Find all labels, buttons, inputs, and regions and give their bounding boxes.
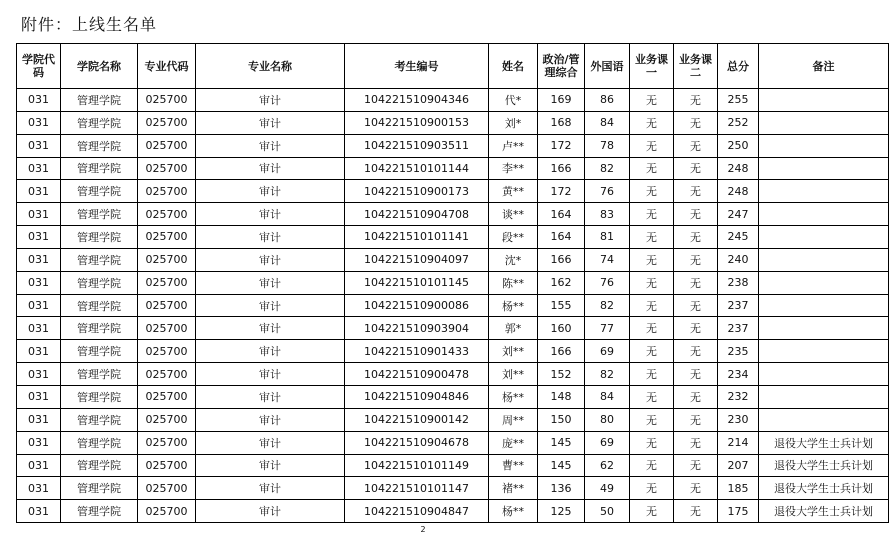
subject-two-cell: 无: [674, 89, 718, 112]
major-name-cell: 审计: [196, 363, 345, 386]
candidate-id-cell: 104221510900173: [345, 180, 489, 203]
subject-two-cell: 无: [674, 454, 718, 477]
candidate-id-cell: 104221510900086: [345, 294, 489, 317]
candidate-id-cell: 104221510903511: [345, 134, 489, 157]
candidate-id-cell: 104221510904678: [345, 431, 489, 454]
foreign-language-cell: 69: [585, 340, 630, 363]
name-cell: 杨**: [489, 500, 538, 523]
subject-two-cell: 无: [674, 134, 718, 157]
document-title: 附件：上线生名单: [21, 15, 158, 34]
major-code-cell: 025700: [138, 180, 196, 203]
major-code-cell: 025700: [138, 226, 196, 249]
major-name-cell: 审计: [196, 134, 345, 157]
table-row: [17, 180, 889, 203]
college-name-cell: 管理学院: [61, 408, 138, 431]
subject-one-cell: 无: [630, 385, 674, 408]
politics-score-cell: 166: [538, 340, 585, 363]
foreign-language-cell: 80: [585, 408, 630, 431]
header-foreign-language: 外国语: [585, 44, 630, 89]
major-name-cell: 审计: [196, 500, 345, 523]
header-subject-two: 业务课二: [674, 44, 718, 89]
subject-two-cell: 无: [674, 180, 718, 203]
total-score-cell: 234: [718, 363, 759, 386]
subject-one-cell: 无: [630, 431, 674, 454]
foreign-language-cell: 50: [585, 500, 630, 523]
major-name-cell: 审计: [196, 385, 345, 408]
foreign-language-cell: 83: [585, 203, 630, 226]
politics-score-cell: 162: [538, 271, 585, 294]
header-major-code: 专业代码: [138, 44, 196, 89]
politics-score-cell: 145: [538, 431, 585, 454]
subject-two-cell: 无: [674, 294, 718, 317]
subject-one-cell: 无: [630, 111, 674, 134]
subject-one-cell: 无: [630, 271, 674, 294]
foreign-language-cell: 84: [585, 111, 630, 134]
subject-two-cell: 无: [674, 203, 718, 226]
foreign-language-cell: 77: [585, 317, 630, 340]
major-name-cell: 审计: [196, 203, 345, 226]
candidate-id-cell: 104221510904346: [345, 89, 489, 112]
admission-list-table: [16, 43, 889, 523]
college-name-cell: 管理学院: [61, 500, 138, 523]
college-name-cell: 管理学院: [61, 111, 138, 134]
major-code-cell: 025700: [138, 203, 196, 226]
foreign-language-cell: 81: [585, 226, 630, 249]
table-row: [17, 89, 889, 112]
subject-one-cell: 无: [630, 157, 674, 180]
foreign-language-cell: 82: [585, 157, 630, 180]
total-score-cell: 237: [718, 317, 759, 340]
college-code-cell: 031: [17, 157, 61, 180]
remark-cell: [759, 385, 889, 408]
college-code-cell: 031: [17, 226, 61, 249]
remark-cell: [759, 294, 889, 317]
remark-cell: [759, 157, 889, 180]
header-subject-one: 业务课一: [630, 44, 674, 89]
college-name-cell: 管理学院: [61, 89, 138, 112]
total-score-cell: 232: [718, 385, 759, 408]
name-cell: 刘*: [489, 111, 538, 134]
table-body: [17, 89, 889, 523]
remark-cell: [759, 408, 889, 431]
candidate-id-cell: 104221510904847: [345, 500, 489, 523]
college-code-cell: 031: [17, 317, 61, 340]
total-score-cell: 248: [718, 180, 759, 203]
subject-one-cell: 无: [630, 340, 674, 363]
major-name-cell: 审计: [196, 431, 345, 454]
header-college-name: 学院名称: [61, 44, 138, 89]
major-code-cell: 025700: [138, 500, 196, 523]
major-name-cell: 审计: [196, 271, 345, 294]
table-row: [17, 226, 889, 249]
table-row: [17, 248, 889, 271]
college-code-cell: 031: [17, 477, 61, 500]
table-row: [17, 431, 889, 454]
politics-score-cell: 164: [538, 203, 585, 226]
candidate-id-cell: 104221510901433: [345, 340, 489, 363]
subject-one-cell: 无: [630, 226, 674, 249]
candidate-id-cell: 104221510101145: [345, 271, 489, 294]
table-row: [17, 203, 889, 226]
remark-cell: [759, 89, 889, 112]
candidate-id-cell: 104221510101147: [345, 477, 489, 500]
foreign-language-cell: 78: [585, 134, 630, 157]
total-score-cell: 245: [718, 226, 759, 249]
name-cell: 段**: [489, 226, 538, 249]
major-code-cell: 025700: [138, 134, 196, 157]
major-name-cell: 审计: [196, 111, 345, 134]
remark-cell: [759, 363, 889, 386]
name-cell: 杨**: [489, 385, 538, 408]
college-code-cell: 031: [17, 271, 61, 294]
college-code-cell: 031: [17, 134, 61, 157]
major-code-cell: 025700: [138, 477, 196, 500]
college-code-cell: 031: [17, 89, 61, 112]
major-code-cell: 025700: [138, 157, 196, 180]
remark-cell: 退役大学生士兵计划: [759, 500, 889, 523]
total-score-cell: 175: [718, 500, 759, 523]
remark-cell: [759, 340, 889, 363]
subject-one-cell: 无: [630, 180, 674, 203]
major-name-cell: 审计: [196, 248, 345, 271]
name-cell: 谈**: [489, 203, 538, 226]
total-score-cell: 214: [718, 431, 759, 454]
major-name-cell: 审计: [196, 226, 345, 249]
college-code-cell: 031: [17, 203, 61, 226]
name-cell: 代*: [489, 89, 538, 112]
table-row: [17, 477, 889, 500]
subject-two-cell: 无: [674, 271, 718, 294]
candidate-id-cell: 104221510904097: [345, 248, 489, 271]
foreign-language-cell: 69: [585, 431, 630, 454]
major-name-cell: 审计: [196, 180, 345, 203]
remark-cell: 退役大学生士兵计划: [759, 431, 889, 454]
table-row: [17, 317, 889, 340]
subject-one-cell: 无: [630, 294, 674, 317]
major-code-cell: 025700: [138, 271, 196, 294]
major-name-cell: 审计: [196, 477, 345, 500]
total-score-cell: 250: [718, 134, 759, 157]
table-row: [17, 340, 889, 363]
subject-two-cell: 无: [674, 385, 718, 408]
major-code-cell: 025700: [138, 294, 196, 317]
subject-two-cell: 无: [674, 248, 718, 271]
foreign-language-cell: 86: [585, 89, 630, 112]
name-cell: 刘**: [489, 363, 538, 386]
total-score-cell: 248: [718, 157, 759, 180]
college-name-cell: 管理学院: [61, 271, 138, 294]
subject-two-cell: 无: [674, 226, 718, 249]
remark-cell: [759, 203, 889, 226]
name-cell: 郭*: [489, 317, 538, 340]
table-row: [17, 454, 889, 477]
name-cell: 卢**: [489, 134, 538, 157]
foreign-language-cell: 62: [585, 454, 630, 477]
college-name-cell: 管理学院: [61, 454, 138, 477]
total-score-cell: 185: [718, 477, 759, 500]
name-cell: 杨**: [489, 294, 538, 317]
name-cell: 陈**: [489, 271, 538, 294]
table-row: [17, 271, 889, 294]
politics-score-cell: 152: [538, 363, 585, 386]
total-score-cell: 252: [718, 111, 759, 134]
header-candidate-id: 考生编号: [345, 44, 489, 89]
candidate-id-cell: 104221510903904: [345, 317, 489, 340]
college-code-cell: 031: [17, 500, 61, 523]
major-name-cell: 审计: [196, 408, 345, 431]
name-cell: 黄**: [489, 180, 538, 203]
college-code-cell: 031: [17, 454, 61, 477]
total-score-cell: 240: [718, 248, 759, 271]
subject-one-cell: 无: [630, 477, 674, 500]
remark-cell: 退役大学生士兵计划: [759, 477, 889, 500]
politics-score-cell: 145: [538, 454, 585, 477]
subject-one-cell: 无: [630, 89, 674, 112]
foreign-language-cell: 84: [585, 385, 630, 408]
politics-score-cell: 166: [538, 157, 585, 180]
college-name-cell: 管理学院: [61, 157, 138, 180]
subject-one-cell: 无: [630, 454, 674, 477]
table-row: [17, 500, 889, 523]
subject-two-cell: 无: [674, 111, 718, 134]
major-code-cell: 025700: [138, 248, 196, 271]
candidate-id-cell: 104221510900153: [345, 111, 489, 134]
college-code-cell: 031: [17, 111, 61, 134]
total-score-cell: 207: [718, 454, 759, 477]
foreign-language-cell: 82: [585, 294, 630, 317]
major-code-cell: 025700: [138, 340, 196, 363]
name-cell: 李**: [489, 157, 538, 180]
candidate-id-cell: 104221510900478: [345, 363, 489, 386]
page-number: 2: [420, 525, 426, 534]
college-code-cell: 031: [17, 294, 61, 317]
subject-one-cell: 无: [630, 248, 674, 271]
politics-score-cell: 136: [538, 477, 585, 500]
subject-one-cell: 无: [630, 408, 674, 431]
subject-two-cell: 无: [674, 363, 718, 386]
remark-cell: 退役大学生士兵计划: [759, 454, 889, 477]
major-code-cell: 025700: [138, 431, 196, 454]
total-score-cell: 247: [718, 203, 759, 226]
remark-cell: [759, 111, 889, 134]
politics-score-cell: 155: [538, 294, 585, 317]
college-code-cell: 031: [17, 363, 61, 386]
subject-two-cell: 无: [674, 157, 718, 180]
table-row: [17, 134, 889, 157]
politics-score-cell: 150: [538, 408, 585, 431]
name-cell: 曹**: [489, 454, 538, 477]
major-code-cell: 025700: [138, 454, 196, 477]
subject-one-cell: 无: [630, 500, 674, 523]
foreign-language-cell: 49: [585, 477, 630, 500]
subject-one-cell: 无: [630, 203, 674, 226]
name-cell: 庞**: [489, 431, 538, 454]
college-code-cell: 031: [17, 385, 61, 408]
politics-score-cell: 125: [538, 500, 585, 523]
remark-cell: [759, 226, 889, 249]
college-name-cell: 管理学院: [61, 363, 138, 386]
table-row: [17, 408, 889, 431]
total-score-cell: 255: [718, 89, 759, 112]
college-code-cell: 031: [17, 340, 61, 363]
total-score-cell: 238: [718, 271, 759, 294]
major-code-cell: 025700: [138, 363, 196, 386]
politics-score-cell: 168: [538, 111, 585, 134]
header-total-score: 总分: [718, 44, 759, 89]
subject-one-cell: 无: [630, 363, 674, 386]
candidate-id-cell: 104221510900142: [345, 408, 489, 431]
remark-cell: [759, 248, 889, 271]
subject-one-cell: 无: [630, 134, 674, 157]
header-politics-score: 政治/管理综合: [538, 44, 585, 89]
subject-two-cell: 无: [674, 340, 718, 363]
major-name-cell: 审计: [196, 317, 345, 340]
major-code-cell: 025700: [138, 385, 196, 408]
foreign-language-cell: 76: [585, 180, 630, 203]
candidate-id-cell: 104221510904708: [345, 203, 489, 226]
header-remarks: 备注: [759, 44, 889, 89]
foreign-language-cell: 82: [585, 363, 630, 386]
college-name-cell: 管理学院: [61, 134, 138, 157]
name-cell: 沈*: [489, 248, 538, 271]
college-code-cell: 031: [17, 180, 61, 203]
candidate-id-cell: 104221510101141: [345, 226, 489, 249]
college-name-cell: 管理学院: [61, 477, 138, 500]
major-name-cell: 审计: [196, 89, 345, 112]
subject-two-cell: 无: [674, 408, 718, 431]
table-row: [17, 385, 889, 408]
subject-two-cell: 无: [674, 500, 718, 523]
major-code-cell: 025700: [138, 408, 196, 431]
politics-score-cell: 148: [538, 385, 585, 408]
major-code-cell: 025700: [138, 111, 196, 134]
remark-cell: [759, 271, 889, 294]
table-header-row: [17, 44, 889, 89]
remark-cell: [759, 317, 889, 340]
college-code-cell: 031: [17, 408, 61, 431]
subject-two-cell: 无: [674, 477, 718, 500]
college-name-cell: 管理学院: [61, 203, 138, 226]
politics-score-cell: 160: [538, 317, 585, 340]
major-name-cell: 审计: [196, 294, 345, 317]
candidate-id-cell: 104221510101144: [345, 157, 489, 180]
college-name-cell: 管理学院: [61, 385, 138, 408]
candidate-id-cell: 104221510904846: [345, 385, 489, 408]
table-row: [17, 157, 889, 180]
name-cell: 褚**: [489, 477, 538, 500]
total-score-cell: 230: [718, 408, 759, 431]
table-row: [17, 294, 889, 317]
college-name-cell: 管理学院: [61, 226, 138, 249]
major-name-cell: 审计: [196, 340, 345, 363]
total-score-cell: 235: [718, 340, 759, 363]
foreign-language-cell: 76: [585, 271, 630, 294]
college-name-cell: 管理学院: [61, 248, 138, 271]
total-score-cell: 237: [718, 294, 759, 317]
college-code-cell: 031: [17, 248, 61, 271]
college-name-cell: 管理学院: [61, 431, 138, 454]
politics-score-cell: 164: [538, 226, 585, 249]
remark-cell: [759, 134, 889, 157]
politics-score-cell: 172: [538, 134, 585, 157]
header-name: 姓名: [489, 44, 538, 89]
college-name-cell: 管理学院: [61, 294, 138, 317]
politics-score-cell: 166: [538, 248, 585, 271]
header-college-code: 学院代码: [17, 44, 61, 89]
header-major-name: 专业名称: [196, 44, 345, 89]
candidate-id-cell: 104221510101149: [345, 454, 489, 477]
subject-two-cell: 无: [674, 317, 718, 340]
subject-two-cell: 无: [674, 431, 718, 454]
table-row: [17, 111, 889, 134]
major-name-cell: 审计: [196, 454, 345, 477]
foreign-language-cell: 74: [585, 248, 630, 271]
table-row: [17, 363, 889, 386]
college-code-cell: 031: [17, 431, 61, 454]
name-cell: 刘**: [489, 340, 538, 363]
name-cell: 周**: [489, 408, 538, 431]
college-name-cell: 管理学院: [61, 180, 138, 203]
subject-one-cell: 无: [630, 317, 674, 340]
college-name-cell: 管理学院: [61, 317, 138, 340]
major-code-cell: 025700: [138, 89, 196, 112]
college-name-cell: 管理学院: [61, 340, 138, 363]
remark-cell: [759, 180, 889, 203]
major-name-cell: 审计: [196, 157, 345, 180]
politics-score-cell: 172: [538, 180, 585, 203]
politics-score-cell: 169: [538, 89, 585, 112]
major-code-cell: 025700: [138, 317, 196, 340]
